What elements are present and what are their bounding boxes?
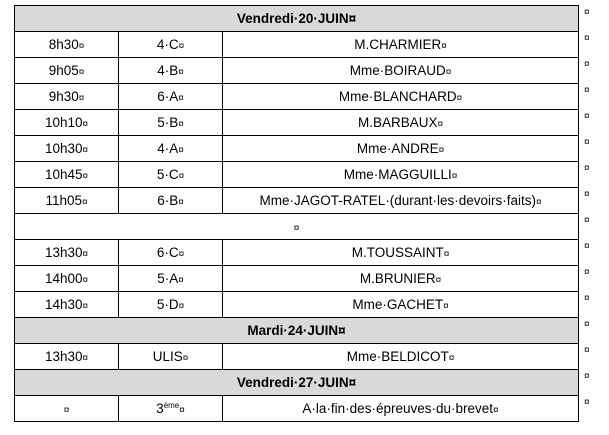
class-cell — [119, 344, 223, 370]
cell-end-mark: ¤ — [178, 171, 185, 182]
time-cell — [15, 162, 119, 188]
time-cell-text: 10h45 — [44, 167, 83, 182]
time-cell — [15, 58, 119, 84]
row-end-mark: ¤ — [584, 162, 590, 174]
time-cell-text: 8h30 — [48, 37, 79, 52]
teacher-cell-text: M.BRUNIER — [359, 271, 436, 286]
class-cell-text: 6·C — [156, 245, 179, 260]
cell-end-mark: ¤ — [82, 353, 89, 364]
class-cell — [119, 292, 223, 318]
schedule-row — [15, 396, 579, 422]
schedule-row — [15, 32, 579, 58]
class-cell — [119, 58, 223, 84]
schedule-row — [15, 84, 579, 110]
cell-end-mark: ¤ — [178, 249, 185, 260]
row-end-mark: ¤ — [584, 240, 590, 252]
teacher-cell-text: M.CHARMIER — [354, 37, 442, 52]
time-cell-text: 13h30 — [44, 245, 83, 260]
teacher-cell-text: Mme·JAGOT-RATEL·(durant·les·devoirs·faits) — [259, 193, 536, 208]
class-cell-text: 4·A — [157, 141, 179, 156]
row-end-mark: ¤ — [584, 396, 590, 408]
class-cell-text: 4·B — [157, 63, 179, 78]
teacher-cell-text: Mme·GACHET — [352, 297, 444, 312]
class-cell-text: ULIS — [152, 349, 183, 364]
cell-end-mark: ¤ — [178, 67, 184, 78]
spacer-row — [15, 214, 579, 240]
cell-end-mark: ¤ — [178, 301, 185, 312]
class-cell-text: 5·D — [156, 297, 179, 312]
class-cell-text: 6·A — [157, 89, 179, 104]
time-cell — [15, 240, 119, 266]
row-end-mark: ¤ — [584, 370, 590, 382]
cell-end-mark: ¤ — [441, 41, 447, 52]
cell-end-mark: ¤ — [438, 145, 445, 156]
time-cell — [15, 110, 119, 136]
cell-end-mark: ¤ — [456, 93, 463, 104]
teacher-cell-text: Mme·MAGGUILLI — [343, 167, 452, 182]
cell-end-mark: ¤ — [178, 93, 184, 104]
teacher-cell-text: A·la·fin·des·épreuves·du·brevet — [302, 401, 494, 416]
schedule-row — [15, 188, 579, 214]
teacher-cell — [223, 344, 579, 370]
schedule-row — [15, 292, 579, 318]
class-cell — [119, 136, 223, 162]
row-end-mark: ¤ — [584, 266, 590, 278]
schedule-row — [15, 344, 579, 370]
class-cell-text: 3 — [156, 401, 164, 416]
class-cell — [119, 396, 223, 422]
time-cell — [15, 292, 119, 318]
cell-end-mark: ¤ — [78, 67, 85, 78]
row-end-mark: ¤ — [584, 318, 590, 330]
day-header-row — [15, 370, 579, 396]
class-cell-text: 5·A — [157, 271, 179, 286]
cell-end-mark: ¤ — [82, 275, 89, 286]
teacher-cell — [223, 110, 579, 136]
row-end-mark: ¤ — [584, 32, 590, 44]
cell-end-mark: ¤ — [82, 119, 89, 130]
time-cell — [15, 396, 119, 422]
teacher-cell-text: Mme·BOIRAUD — [349, 63, 446, 78]
time-cell-text: 14h30 — [44, 297, 83, 312]
teacher-cell — [223, 396, 579, 422]
time-cell-text: 13h30 — [44, 349, 83, 364]
cell-end-mark: ¤ — [78, 93, 85, 104]
teacher-cell — [223, 188, 579, 214]
class-cell — [119, 266, 223, 292]
cell-end-mark: ¤ — [178, 197, 184, 208]
cell-end-mark: ¤ — [82, 301, 89, 312]
row-end-mark: ¤ — [584, 214, 590, 226]
cell-end-mark: ¤ — [437, 119, 444, 130]
cell-end-mark: ¤ — [443, 249, 450, 260]
day-header-row — [15, 318, 579, 344]
cell-end-mark: ¤ — [445, 67, 452, 78]
time-cell-text: 14h00 — [44, 271, 83, 286]
cell-end-mark: ¤ — [293, 223, 300, 234]
row-end-mark: ¤ — [584, 292, 590, 304]
teacher-cell — [223, 58, 579, 84]
cell-end-mark: ¤ — [82, 171, 89, 182]
time-cell-text: 9h05 — [48, 63, 79, 78]
row-end-mark: ¤ — [584, 58, 590, 70]
time-cell — [15, 32, 119, 58]
time-cell — [15, 266, 119, 292]
row-end-mark: ¤ — [584, 188, 590, 200]
teacher-cell-text: M.BARBAUX — [357, 115, 438, 130]
schedule-row — [15, 162, 579, 188]
class-cell-text: 6·B — [157, 193, 179, 208]
cell-end-mark: ¤ — [178, 275, 184, 286]
teacher-cell-text: Mme·BELDICOT — [346, 349, 449, 364]
schedule-row — [15, 110, 579, 136]
cell-end-mark: ¤ — [82, 145, 89, 156]
time-cell — [15, 84, 119, 110]
row-end-mark: ¤ — [584, 110, 590, 122]
cell-end-mark: ¤ — [81, 197, 88, 208]
day-header-text: Mardi·24·JUIN¤ — [247, 323, 346, 338]
cell-end-mark: ¤ — [493, 405, 499, 416]
class-cell — [119, 162, 223, 188]
schedule-row — [15, 58, 579, 84]
time-cell — [15, 136, 119, 162]
row-end-mark: ¤ — [584, 136, 590, 148]
class-cell-superscript: ème — [163, 401, 180, 410]
class-cell — [119, 188, 223, 214]
teacher-cell-text: M.TOUSSAINT — [351, 245, 444, 260]
time-cell-text: 10h10 — [44, 115, 83, 130]
time-cell — [15, 344, 119, 370]
time-cell-text: 9h30 — [48, 89, 79, 104]
time-cell-text: 10h30 — [44, 141, 83, 156]
row-end-mark: ¤ — [584, 6, 590, 18]
class-cell-text: 5·C — [156, 167, 179, 182]
class-cell — [119, 32, 223, 58]
teacher-cell — [223, 136, 579, 162]
cell-end-mark: ¤ — [451, 171, 458, 182]
cell-end-mark: ¤ — [448, 353, 455, 364]
schedule-row — [15, 266, 579, 292]
teacher-cell-text: Mme·ANDRE — [356, 141, 439, 156]
cell-end-mark: ¤ — [178, 41, 185, 52]
teacher-cell — [223, 84, 579, 110]
cell-end-mark: ¤ — [435, 275, 442, 286]
row-end-mark: ¤ — [584, 84, 590, 96]
schedule-table — [14, 5, 579, 422]
teacher-cell-text: Mme·BLANCHARD — [338, 89, 457, 104]
day-header-row — [15, 6, 579, 32]
class-cell-text: 4·C — [156, 37, 179, 52]
day-header-text: Vendredi·27·JUIN¤ — [236, 375, 357, 390]
schedule-row — [15, 240, 579, 266]
time-cell — [15, 188, 119, 214]
class-cell-text: 5·B — [157, 115, 179, 130]
day-header — [15, 6, 579, 32]
schedule-body — [15, 6, 579, 422]
teacher-cell — [223, 162, 579, 188]
time-cell-text: 11h05 — [45, 193, 82, 208]
teacher-cell — [223, 266, 579, 292]
cell-end-mark: ¤ — [178, 119, 184, 130]
cell-end-mark: ¤ — [78, 41, 85, 52]
spacer-cell — [15, 214, 579, 240]
class-cell — [119, 84, 223, 110]
cell-end-mark: ¤ — [536, 197, 542, 208]
cell-end-mark: ¤ — [178, 145, 184, 156]
day-header — [15, 318, 579, 344]
day-header — [15, 370, 579, 396]
class-cell — [119, 240, 223, 266]
cell-end-mark: ¤ — [179, 405, 185, 416]
cell-end-mark: ¤ — [182, 353, 189, 364]
row-end-mark: ¤ — [584, 344, 590, 356]
schedule-row — [15, 136, 579, 162]
class-cell — [119, 110, 223, 136]
teacher-cell — [223, 32, 579, 58]
cell-end-mark: ¤ — [82, 249, 89, 260]
day-header-text: Vendredi·20·JUIN¤ — [236, 11, 357, 26]
teacher-cell — [223, 240, 579, 266]
cell-end-mark: ¤ — [443, 301, 449, 312]
cell-end-mark: ¤ — [63, 405, 70, 416]
teacher-cell — [223, 292, 579, 318]
